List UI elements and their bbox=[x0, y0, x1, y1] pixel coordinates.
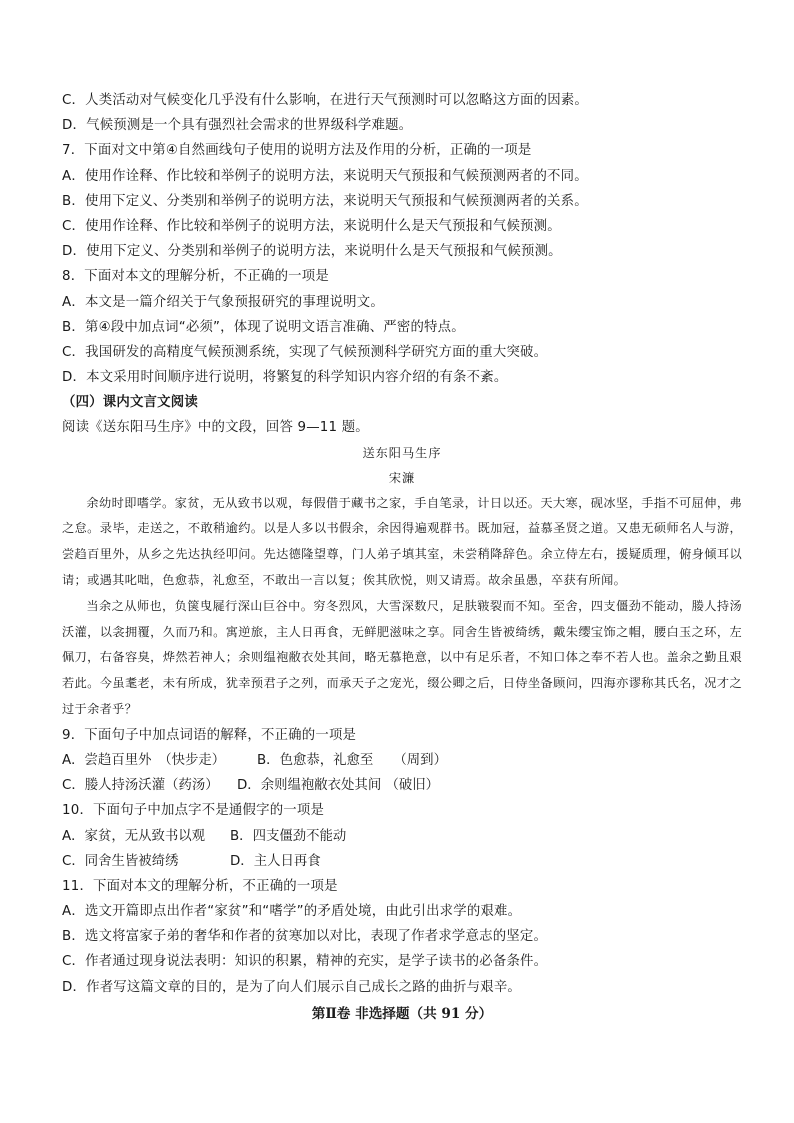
q9-stem: 9．下面句子中加点词语的解释，不正确的一项是 bbox=[62, 727, 357, 743]
part-two-title: 第Ⅱ卷 非选择题（共 91 分） bbox=[311, 1005, 493, 1022]
reading-instruction: 阅读《送东阳马生序》中的文段，回答 9—11 题。 bbox=[62, 420, 369, 436]
q7-option-a: A．使用作诠释、作比较和举例子的说明方法，来说明天气预报和气候预测两者的不同。 bbox=[62, 168, 588, 184]
q10-options-row-2 bbox=[62, 849, 742, 874]
q9-option-d: D．余则缊袍敝衣处其间 （破旧） bbox=[237, 778, 440, 794]
q11-option-c: C．作者通过现身说法表明：知识的积累，精神的充实，是学子读书的必备条件。 bbox=[62, 954, 548, 970]
q11-option-b: B．选文将富家子弟的奢华和作者的贫寒加以对比，表现了作者求学意志的坚定。 bbox=[62, 929, 548, 945]
q8-option-d: D．本文采用时间顺序进行说明，将繁复的科学知识内容介绍的有条不紊。 bbox=[62, 370, 508, 386]
q7-option-c: C．使用作诠释、作比较和举例子的说明方法，来说明什么是天气预报和气候预测。 bbox=[62, 218, 561, 234]
q7-option-b: B．使用下定义、分类别和举例子的说明方法，来说明天气预报和气候预测两者的关系。 bbox=[62, 193, 588, 209]
q8-option-c: C．我国研发的高精度气候预测系统，实现了气候预测科学研究方面的重大突破。 bbox=[62, 344, 548, 360]
q10-option-c: C．同舍生皆被绮绣 bbox=[62, 853, 179, 869]
q6-option-d: D．气候预测是一个具有强烈社会需求的世界级科学难题。 bbox=[62, 118, 413, 134]
exam-page bbox=[62, 88, 742, 1027]
q8-option-a: A．本文是一篇介绍关于气象预报研究的事理说明文。 bbox=[62, 294, 384, 310]
q9-option-a: A．尝趋百里外 （快步走） bbox=[62, 752, 226, 768]
q11-stem: 11．下面对本文的理解分析，不正确的一项是 bbox=[62, 878, 338, 894]
q8-option-b: B．第④段中加点词“必须”，体现了说明文语言准确、严密的特点。 bbox=[62, 319, 465, 335]
section-heading: （四）课内文言文阅读 bbox=[62, 394, 198, 411]
q11-option-a: A．选文开篇即点出作者“家贫”和“嗜学”的矛盾处境，由此引出求学的艰难。 bbox=[62, 904, 522, 920]
passage-title: 送东阳马生序 bbox=[362, 445, 442, 460]
q10-option-d: D．主人日再食 bbox=[230, 853, 321, 869]
q10-stem: 10．下面句子中加点字不是通假字的一项是 bbox=[62, 803, 325, 819]
passage-paragraph-1: 余幼时即嗜学。家贫，无从致书以观，每假借于藏书之家，手自笔录，计日以还。天大寒，砚冰坚，手指不可屈伸，弗之怠。录毕，走送之，不敢稍逾约。以是人多以书假余，余因得遍观群书。既加冠，益慕圣贤之道。又患无硕师名人与游，尝趋百里外，从乡之先达执经叩问。先达德隆望尊，门人弟子填其室，未尝稍降辞色。余立侍左右，援疑质理，俯身倾耳以请；或遇其叱咄，色愈恭，礼愈至，不敢出一言以复；俟其欣悦，则又请焉。故余虽愚，卒获有所闻。 bbox=[62, 495, 742, 588]
q6-option-c: C．人类活动对气候变化几乎没有什么影响，在进行天气预测时可以忽略这方面的因素。 bbox=[62, 93, 588, 108]
q11-option-d: D．作者写这篇文章的目的，是为了向人们展示自己成长之路的曲折与艰辛。 bbox=[62, 979, 521, 995]
q9-option-c: C．媵人持汤沃灌（药汤） bbox=[62, 778, 219, 794]
q10-option-b: B．四支僵劲不能动 bbox=[230, 828, 347, 844]
q9-options-row-1 bbox=[62, 748, 742, 773]
q9-options-row-2 bbox=[62, 773, 742, 798]
passage-author: 宋濂 bbox=[388, 470, 416, 485]
q7-stem: 7．下面对文中第④自然画线句子使用的说明方法及作用的分析，正确的一项是 bbox=[62, 143, 532, 159]
q7-option-d: D．使用下定义、分类别和举例子的说明方法，来说明什么是天气预报和气候预测。 bbox=[62, 244, 562, 260]
q9-option-b: B．色愈恭，礼愈至 （周到） bbox=[257, 752, 447, 768]
q10-option-a: A．家贫，无从致书以观 bbox=[62, 828, 206, 844]
q10-options-row-1 bbox=[62, 824, 742, 849]
passage-paragraph-2: 当余之从师也，负箧曳屣行深山巨谷中。穷冬烈风，大雪深数尺，足肤皲裂而不知。至舍，四支僵劲不能动，媵人持汤沃灌，以衾拥覆，久而乃和。寓逆旅，主人日再食，无鲜肥滋味之享。同舍生皆被绮绣，戴朱缨宝饰之帽，腰白玉之环，左佩刀，右备容臭，烨然若神人；余则缊袍敝衣处其间，略无慕艳意，以中有足乐者，不知口体之奉不若人也。盖余之勤且艰若此。今虽耄老，未有所成，犹幸预君子之列，而承天子之宠光，缀公卿之后，日侍坐备顾问，四海亦谬称其氏名，况才之过于余者乎？ bbox=[62, 598, 742, 716]
q8-stem: 8．下面对本文的理解分析，不正确的一项是 bbox=[62, 269, 329, 285]
